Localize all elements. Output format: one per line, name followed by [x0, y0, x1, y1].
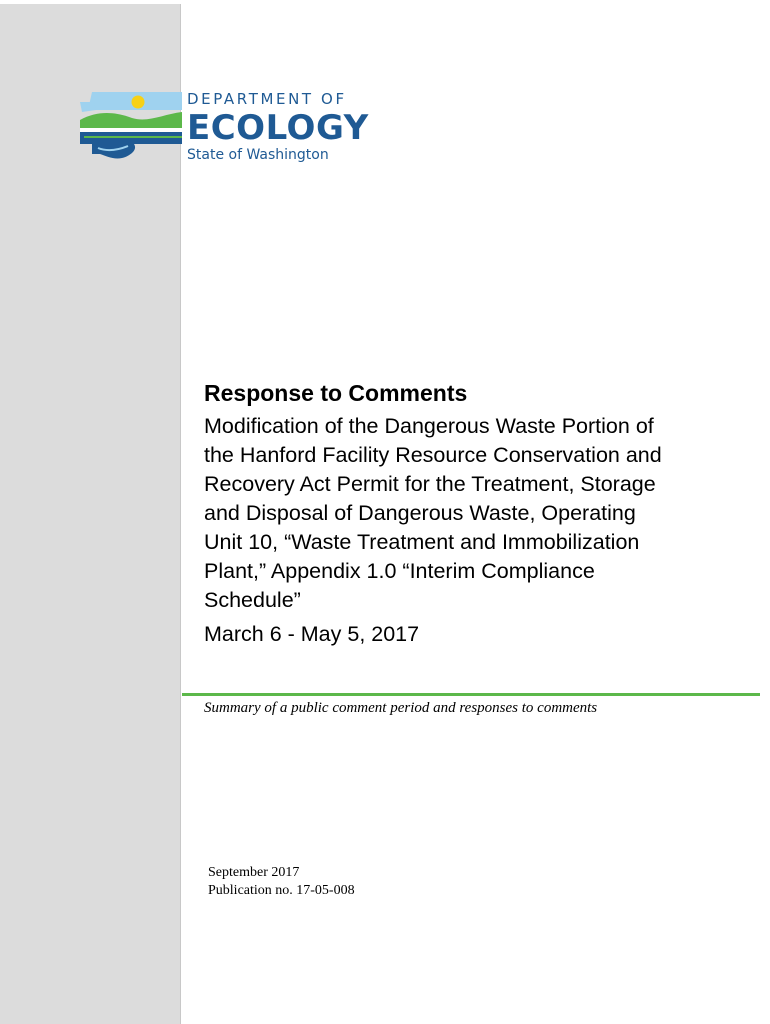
- publication-number: Publication no. 17-05-008: [208, 883, 355, 898]
- comment-period-dates: March 6 - May 5, 2017: [204, 622, 420, 646]
- washington-state-logo-icon: [78, 88, 182, 166]
- document-type-heading: Response to Comments: [204, 380, 468, 406]
- document-title: Modification of the Dangerous Waste Portion of the Hanford Facility Resource Conservation and Recovery Act Permit for the Treatment, Storage and Disposal of Dangerous Waste, Operating Unit 10, “Waste Treatment and Immobilization Plant,” Appendix 1.0 “Interim Compliance Schedule”: [204, 414, 662, 612]
- logo-text: [187, 88, 367, 164]
- publication-info: [208, 864, 355, 900]
- ecology-logo: [78, 88, 368, 168]
- title-block: [204, 378, 760, 649]
- logo-state-of-washington: State of Washington: [187, 147, 329, 163]
- logo-ecology: ECOLOGY: [187, 108, 369, 148]
- publication-date: September 2017: [208, 865, 300, 880]
- document-summary: Summary of a public comment period and responses to comments: [204, 700, 598, 716]
- green-divider: [182, 693, 760, 696]
- logo-department-of: DEPARTMENT OF: [187, 90, 347, 108]
